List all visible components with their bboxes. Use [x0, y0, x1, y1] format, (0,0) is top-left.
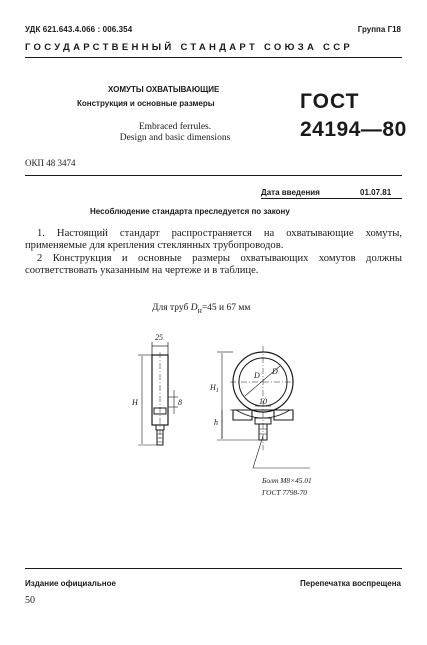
bolt-note: Болт М8×45.01: [262, 476, 312, 485]
introduction-date-label: Дата введения: [261, 188, 320, 197]
group-code: Группа Г18: [357, 25, 401, 34]
top-rule: [25, 57, 402, 58]
front-view: [217, 346, 296, 450]
dim-D1: D: [254, 371, 260, 380]
paragraph-2: 2 Конструкция и основные размеры охватывающих хомутов должны соответствовать указанным на чертеже и в таблице.: [25, 253, 402, 276]
state-standard-heading: ГОСУДАРСТВЕННЫЙ СТАНДАРТ СОЮЗА ССР: [25, 42, 354, 53]
introduction-date-value: 01.07.81: [360, 188, 392, 197]
title-ru: ХОМУТЫ ОХВАТЫВАЮЩИЕ: [108, 85, 220, 94]
law-notice: Несоблюдение стандарта преследуется по закону: [90, 207, 290, 216]
caption-subscript: н: [197, 305, 202, 315]
bottom-rule: [25, 568, 402, 569]
caption-symbol: D: [190, 303, 198, 313]
dim-H1-sub: 1: [215, 388, 219, 394]
dim-10: 10: [259, 397, 267, 406]
caption-prefix: Для труб: [152, 303, 189, 313]
dim-H: H: [132, 398, 138, 407]
gost-label: ГОСТ: [300, 90, 360, 113]
ferrule-drawing: [130, 330, 340, 470]
okp-code: ОКП 48 3474: [25, 158, 76, 168]
date-rule: [261, 198, 402, 199]
gost-number: 24194—80: [300, 118, 407, 141]
figure-caption: [152, 303, 250, 315]
subtitle-ru: Конструкция и основные размеры: [77, 99, 215, 108]
title-en-line2: Design and basic dimensions: [119, 133, 231, 143]
caption-suffix: =45 и 67 мм: [201, 303, 251, 313]
reprint-prohibited: Перепечатка воспрещена: [300, 579, 401, 588]
dim-25: 25: [155, 333, 163, 342]
title-en-line1: Embraced ferrules.: [138, 122, 212, 132]
dim-8: 8: [178, 398, 182, 407]
title-en: [110, 122, 240, 144]
dim-H1-letter: H: [210, 383, 216, 392]
bolt-leader: [253, 436, 310, 468]
page-number: 50: [25, 595, 35, 606]
bolt-standard: ГОСТ 7798-70: [262, 488, 307, 497]
side-view: [138, 342, 178, 445]
dim-h: h: [214, 418, 218, 427]
official-edition: Издание официальное: [25, 579, 116, 588]
middle-rule: [25, 175, 402, 176]
dim-H1: [209, 383, 219, 394]
dim-D: D: [272, 367, 278, 376]
udk-code: УДК 621.643.4.066 : 006.354: [25, 25, 133, 34]
paragraph-1: 1. Настоящий стандарт распространяется на охватывающие хомуты, применяемые для крепления стеклянных трубопроводов.: [25, 228, 402, 251]
